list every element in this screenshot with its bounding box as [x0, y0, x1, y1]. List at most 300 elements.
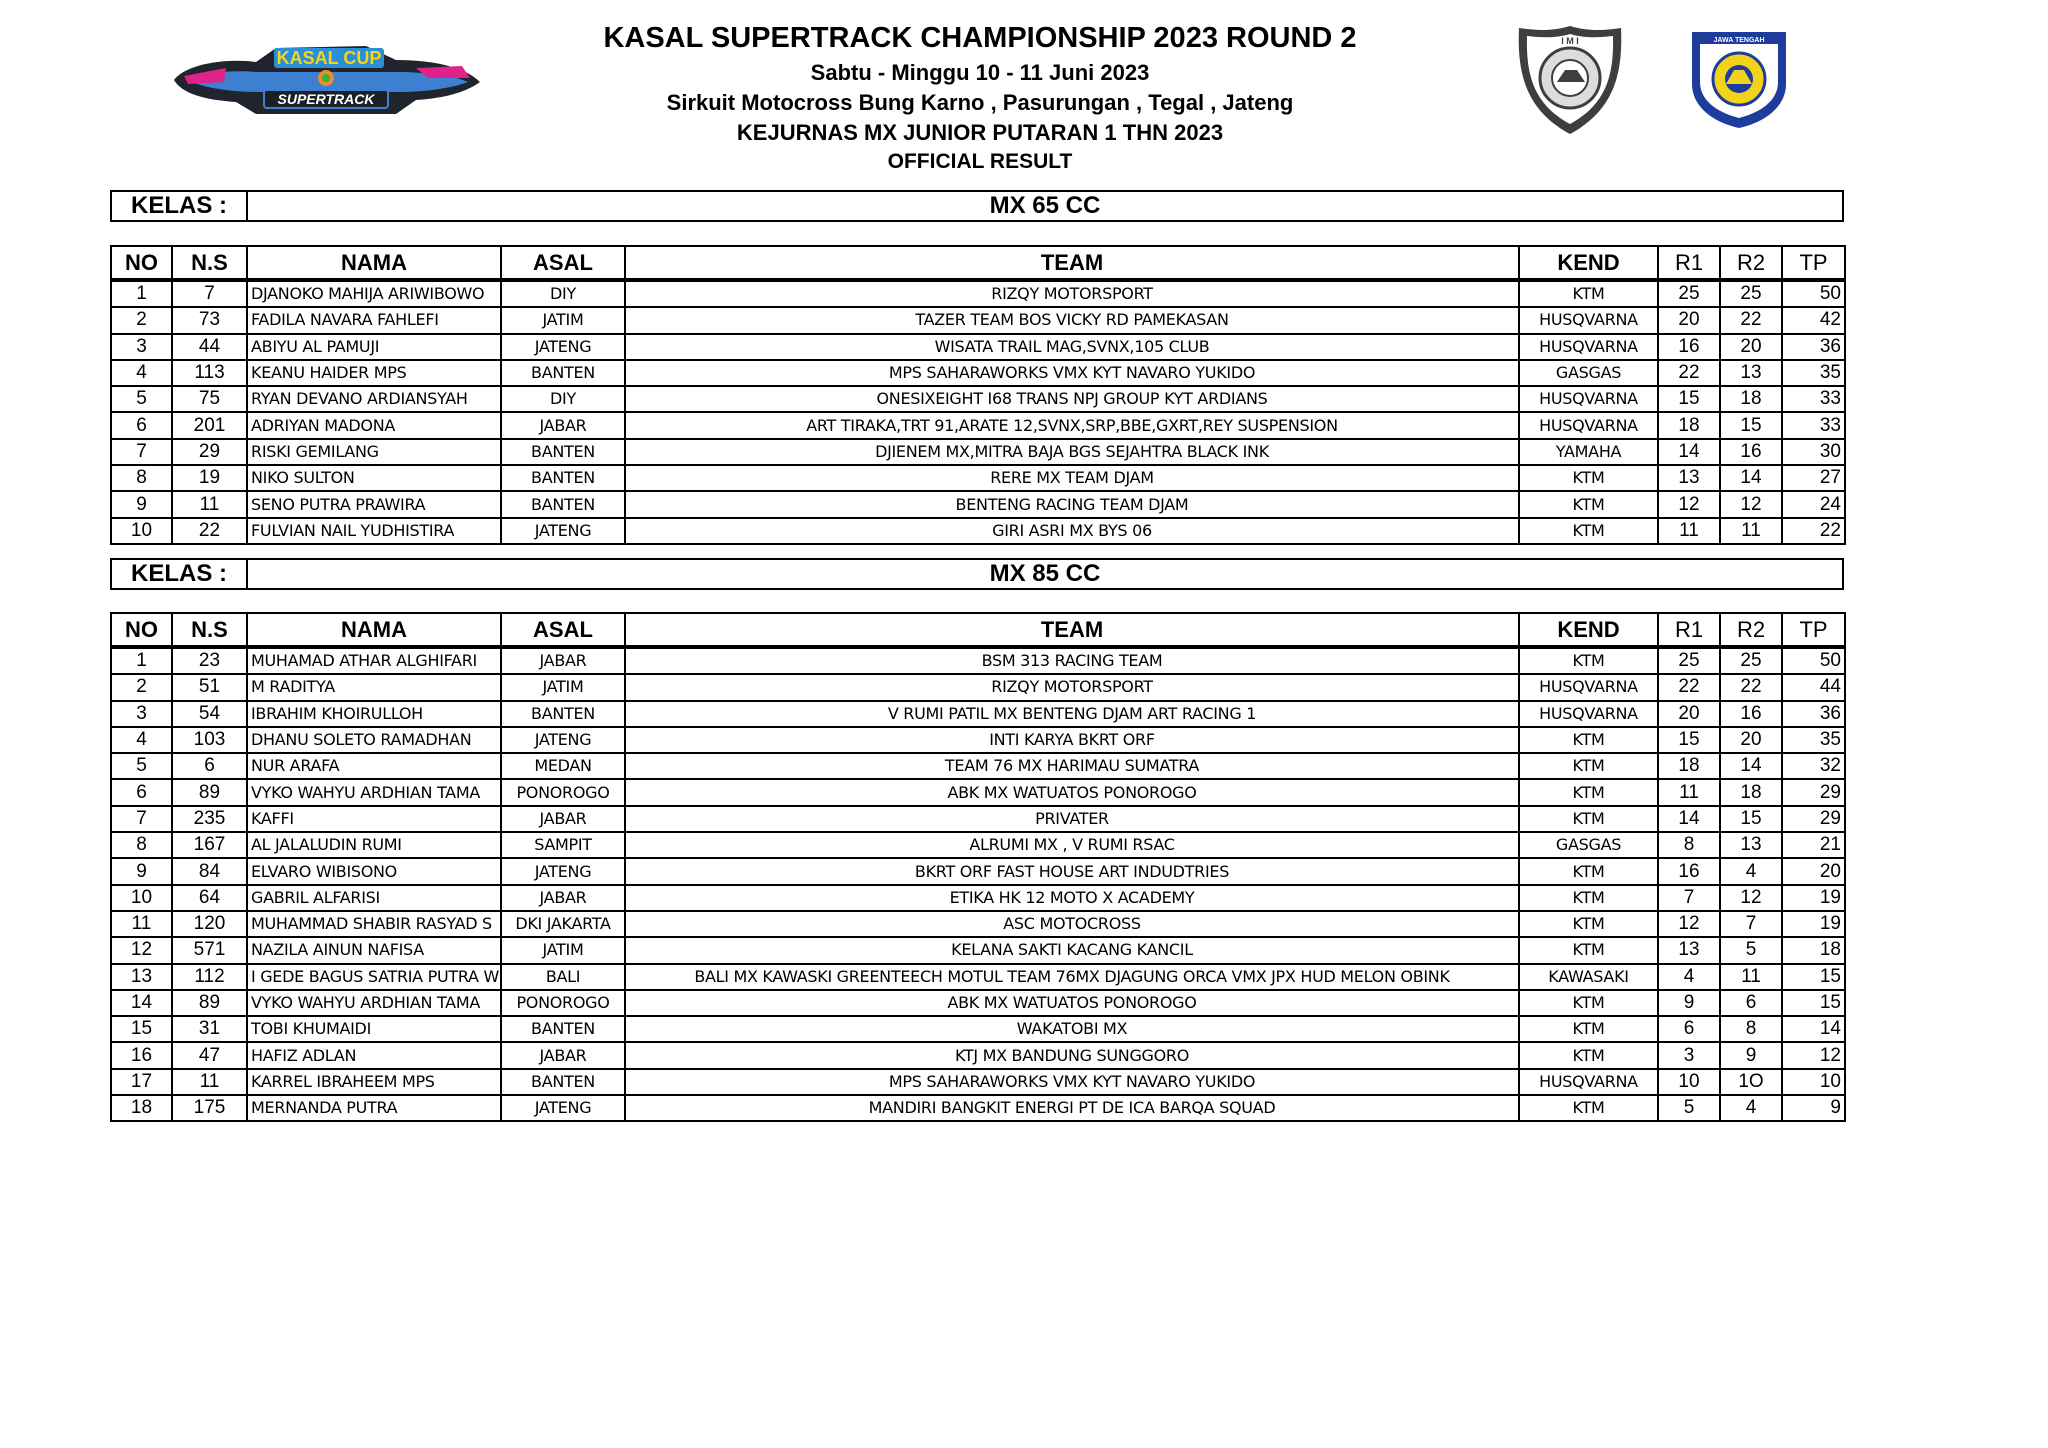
rank-cell: 18: [111, 1095, 172, 1121]
race1-points-cell: 7: [1658, 885, 1720, 911]
race1-points-cell: 12: [1658, 491, 1720, 517]
table-row: [111, 307, 1845, 333]
total-points-cell: 42: [1782, 307, 1845, 333]
rank-cell: 4: [111, 360, 172, 386]
kasal-cup-supertrack-logo: [166, 38, 486, 116]
col-header-r1: R1: [1658, 246, 1720, 280]
team-cell: WAKATOBI MX: [625, 1016, 1519, 1042]
origin-cell: BALI: [501, 964, 625, 990]
total-points-cell: 14: [1782, 1016, 1845, 1042]
rank-cell: 10: [111, 518, 172, 544]
race1-points-cell: 3: [1658, 1042, 1720, 1068]
race1-points-cell: 10: [1658, 1069, 1720, 1095]
total-points-cell: 19: [1782, 911, 1845, 937]
start-number-cell: 113: [172, 360, 247, 386]
table-row: [111, 832, 1845, 858]
class-header-mx85: [110, 558, 1844, 590]
bike-brand-cell: HUSQVARNA: [1519, 674, 1658, 700]
col-header-nama: NAMA: [247, 613, 501, 647]
total-points-cell: 15: [1782, 990, 1845, 1016]
table-row: [111, 647, 1845, 674]
bike-brand-cell: HUSQVARNA: [1519, 386, 1658, 412]
table-row: [111, 885, 1845, 911]
rank-cell: 2: [111, 674, 172, 700]
rider-name-cell: DJANOKO MAHIJA ARIWIBOWO: [247, 280, 501, 307]
table-row: [111, 858, 1845, 884]
origin-cell: BANTEN: [501, 1069, 625, 1095]
origin-cell: PONOROGO: [501, 779, 625, 805]
race2-points-cell: 15: [1720, 412, 1782, 438]
rider-name-cell: RYAN DEVANO ARDIANSYAH: [247, 386, 501, 412]
origin-cell: BANTEN: [501, 360, 625, 386]
total-points-cell: 10: [1782, 1069, 1845, 1095]
start-number-cell: 112: [172, 964, 247, 990]
race1-points-cell: 18: [1658, 412, 1720, 438]
bike-brand-cell: KTM: [1519, 1016, 1658, 1042]
table-row: [111, 806, 1845, 832]
team-cell: ASC MOTOCROSS: [625, 911, 1519, 937]
col-header-ns: N.S: [172, 246, 247, 280]
rider-name-cell: HAFIZ ADLAN: [247, 1042, 501, 1068]
total-points-cell: 12: [1782, 1042, 1845, 1068]
rider-name-cell: ABIYU AL PAMUJI: [247, 334, 501, 360]
origin-cell: DIY: [501, 386, 625, 412]
origin-cell: BANTEN: [501, 1016, 625, 1042]
race2-points-cell: 14: [1720, 753, 1782, 779]
bike-brand-cell: GASGAS: [1519, 832, 1658, 858]
bike-brand-cell: KTM: [1519, 885, 1658, 911]
bike-brand-cell: KTM: [1519, 858, 1658, 884]
team-cell: PRIVATER: [625, 806, 1519, 832]
team-cell: BSM 313 RACING TEAM: [625, 647, 1519, 674]
team-cell: GIRI ASRI MX BYS 06: [625, 518, 1519, 544]
rank-cell: 3: [111, 701, 172, 727]
bike-brand-cell: YAMAHA: [1519, 439, 1658, 465]
origin-cell: SAMPIT: [501, 832, 625, 858]
origin-cell: DIY: [501, 280, 625, 307]
total-points-cell: 33: [1782, 412, 1845, 438]
table-row: [111, 491, 1845, 517]
team-cell: MPS SAHARAWORKS VMX KYT NAVARO YUKIDO: [625, 1069, 1519, 1095]
bike-brand-cell: KTM: [1519, 465, 1658, 491]
svg-text:SUPERTRACK: SUPERTRACK: [277, 91, 375, 107]
race1-points-cell: 13: [1658, 937, 1720, 963]
results-table-mx65: [110, 245, 1846, 545]
origin-cell: JABAR: [501, 647, 625, 674]
bike-brand-cell: HUSQVARNA: [1519, 334, 1658, 360]
svg-text:JAWA TENGAH: JAWA TENGAH: [1713, 37, 1765, 44]
race2-points-cell: 1O: [1720, 1069, 1782, 1095]
bike-brand-cell: KTM: [1519, 779, 1658, 805]
race1-points-cell: 25: [1658, 647, 1720, 674]
table-row: [111, 937, 1845, 963]
total-points-cell: 21: [1782, 832, 1845, 858]
rank-cell: 7: [111, 439, 172, 465]
start-number-cell: 47: [172, 1042, 247, 1068]
table-row: [111, 911, 1845, 937]
rank-cell: 1: [111, 647, 172, 674]
rank-cell: 10: [111, 885, 172, 911]
race1-points-cell: 15: [1658, 727, 1720, 753]
race2-points-cell: 9: [1720, 1042, 1782, 1068]
team-cell: BKRT ORF FAST HOUSE ART INDUDTRIES: [625, 858, 1519, 884]
bike-brand-cell: HUSQVARNA: [1519, 307, 1658, 333]
bike-brand-cell: HUSQVARNA: [1519, 412, 1658, 438]
team-cell: KELANA SAKTI KACANG KANCIL: [625, 937, 1519, 963]
origin-cell: JABAR: [501, 412, 625, 438]
start-number-cell: 175: [172, 1095, 247, 1121]
start-number-cell: 23: [172, 647, 247, 674]
total-points-cell: 35: [1782, 727, 1845, 753]
event-subtitle: KEJURNAS MX JUNIOR PUTARAN 1 THN 2023: [736, 120, 1224, 145]
team-cell: RERE MX TEAM DJAM: [625, 465, 1519, 491]
total-points-cell: 36: [1782, 334, 1845, 360]
race1-points-cell: 25: [1658, 280, 1720, 307]
team-cell: WISATA TRAIL MAG,SVNX,105 CLUB: [625, 334, 1519, 360]
bike-brand-cell: KAWASAKI: [1519, 964, 1658, 990]
start-number-cell: 7: [172, 280, 247, 307]
table-row: [111, 1042, 1845, 1068]
table-row: [111, 701, 1845, 727]
team-cell: ONESIXEIGHT I68 TRANS NPJ GROUP KYT ARDIANS: [625, 386, 1519, 412]
team-cell: BENTENG RACING TEAM DJAM: [625, 491, 1519, 517]
team-cell: TAZER TEAM BOS VICKY RD PAMEKASAN: [625, 307, 1519, 333]
bike-brand-cell: KTM: [1519, 491, 1658, 517]
start-number-cell: 6: [172, 753, 247, 779]
race1-points-cell: 20: [1658, 307, 1720, 333]
race2-points-cell: 4: [1720, 858, 1782, 884]
col-header-kend: KEND: [1519, 246, 1658, 280]
origin-cell: JATIM: [501, 307, 625, 333]
rank-cell: 7: [111, 806, 172, 832]
race2-points-cell: 18: [1720, 779, 1782, 805]
total-points-cell: 18: [1782, 937, 1845, 963]
class-label: KELAS :: [112, 192, 248, 220]
rank-cell: 15: [111, 1016, 172, 1042]
total-points-cell: 24: [1782, 491, 1845, 517]
table-header-row: [111, 246, 1845, 280]
total-points-cell: 32: [1782, 753, 1845, 779]
origin-cell: JATENG: [501, 858, 625, 884]
origin-cell: JATENG: [501, 1095, 625, 1121]
rider-name-cell: NAZILA AINUN NAFISA: [247, 937, 501, 963]
team-cell: DJIENEM MX,MITRA BAJA BGS SEJAHTRA BLACK INK: [625, 439, 1519, 465]
total-points-cell: 20: [1782, 858, 1845, 884]
team-cell: RIZQY MOTORSPORT: [625, 280, 1519, 307]
table-row: [111, 386, 1845, 412]
start-number-cell: 235: [172, 806, 247, 832]
start-number-cell: 22: [172, 518, 247, 544]
origin-cell: BANTEN: [501, 439, 625, 465]
rank-cell: 5: [111, 753, 172, 779]
origin-cell: JABAR: [501, 806, 625, 832]
rank-cell: 6: [111, 412, 172, 438]
race1-points-cell: 16: [1658, 858, 1720, 884]
rider-name-cell: KAFFI: [247, 806, 501, 832]
start-number-cell: 103: [172, 727, 247, 753]
race2-points-cell: 22: [1720, 674, 1782, 700]
start-number-cell: 54: [172, 701, 247, 727]
race1-points-cell: 16: [1658, 334, 1720, 360]
rider-name-cell: KARREL IBRAHEEM MPS: [247, 1069, 501, 1095]
start-number-cell: 31: [172, 1016, 247, 1042]
team-cell: KTJ MX BANDUNG SUNGGORO: [625, 1042, 1519, 1068]
start-number-cell: 51: [172, 674, 247, 700]
origin-cell: JATIM: [501, 937, 625, 963]
race1-points-cell: 11: [1658, 518, 1720, 544]
start-number-cell: 75: [172, 386, 247, 412]
team-cell: MPS SAHARAWORKS VMX KYT NAVARO YUKIDO: [625, 360, 1519, 386]
team-cell: ABK MX WATUATOS PONOROGO: [625, 990, 1519, 1016]
results-table-mx85: [110, 612, 1846, 1122]
total-points-cell: 30: [1782, 439, 1845, 465]
start-number-cell: 84: [172, 858, 247, 884]
team-cell: V RUMI PATIL MX BENTENG DJAM ART RACING 1: [625, 701, 1519, 727]
col-header-r1: R1: [1658, 613, 1720, 647]
col-header-team: TEAM: [625, 246, 1519, 280]
total-points-cell: 44: [1782, 674, 1845, 700]
race2-points-cell: 12: [1720, 885, 1782, 911]
start-number-cell: 11: [172, 491, 247, 517]
table-row: [111, 334, 1845, 360]
table-row: [111, 412, 1845, 438]
team-cell: RIZQY MOTORSPORT: [625, 674, 1519, 700]
table-row: [111, 674, 1845, 700]
col-header-r2: R2: [1720, 613, 1782, 647]
bike-brand-cell: KTM: [1519, 647, 1658, 674]
start-number-cell: 11: [172, 1069, 247, 1095]
origin-cell: JATENG: [501, 518, 625, 544]
total-points-cell: 27: [1782, 465, 1845, 491]
race2-points-cell: 13: [1720, 360, 1782, 386]
origin-cell: JABAR: [501, 885, 625, 911]
table-row: [111, 1069, 1845, 1095]
total-points-cell: 36: [1782, 701, 1845, 727]
col-header-tp: TP: [1782, 246, 1845, 280]
race1-points-cell: 14: [1658, 806, 1720, 832]
start-number-cell: 571: [172, 937, 247, 963]
rank-cell: 4: [111, 727, 172, 753]
origin-cell: JATIM: [501, 674, 625, 700]
event-venue: Sirkuit Motocross Bung Karno , Pasurungan , Tegal , Jateng: [666, 90, 1294, 115]
document-type: OFFICIAL RESULT: [887, 150, 1073, 173]
rider-name-cell: IBRAHIM KHOIRULLOH: [247, 701, 501, 727]
rider-name-cell: MUHAMAD ATHAR ALGHIFARI: [247, 647, 501, 674]
race2-points-cell: 8: [1720, 1016, 1782, 1042]
rank-cell: 6: [111, 779, 172, 805]
total-points-cell: 9: [1782, 1095, 1845, 1121]
rider-name-cell: FADILA NAVARA FAHLEFI: [247, 307, 501, 333]
total-points-cell: 19: [1782, 885, 1845, 911]
race1-points-cell: 12: [1658, 911, 1720, 937]
imi-jawa-tengah-logo: [1686, 24, 1792, 130]
class-name: MX 65 CC: [989, 192, 1101, 219]
rank-cell: 8: [111, 832, 172, 858]
rank-cell: 13: [111, 964, 172, 990]
rank-cell: 9: [111, 858, 172, 884]
rank-cell: 1: [111, 280, 172, 307]
total-points-cell: 15: [1782, 964, 1845, 990]
svg-text:I M I: I M I: [1561, 36, 1579, 46]
rank-cell: 11: [111, 911, 172, 937]
imi-logo: [1515, 22, 1625, 137]
bike-brand-cell: KTM: [1519, 990, 1658, 1016]
race1-points-cell: 9: [1658, 990, 1720, 1016]
race1-points-cell: 11: [1658, 779, 1720, 805]
race2-points-cell: 4: [1720, 1095, 1782, 1121]
start-number-cell: 19: [172, 465, 247, 491]
table-row: [111, 360, 1845, 386]
table-row: [111, 280, 1845, 307]
rank-cell: 17: [111, 1069, 172, 1095]
rider-name-cell: SENO PUTRA PRAWIRA: [247, 491, 501, 517]
table-row: [111, 439, 1845, 465]
race2-points-cell: 11: [1720, 964, 1782, 990]
bike-brand-cell: KTM: [1519, 1042, 1658, 1068]
race1-points-cell: 22: [1658, 360, 1720, 386]
rank-cell: 16: [111, 1042, 172, 1068]
bike-brand-cell: KTM: [1519, 753, 1658, 779]
rider-name-cell: NIKO SULTON: [247, 465, 501, 491]
race1-points-cell: 6: [1658, 1016, 1720, 1042]
race1-points-cell: 22: [1658, 674, 1720, 700]
total-points-cell: 29: [1782, 779, 1845, 805]
table-row: [111, 518, 1845, 544]
race1-points-cell: 4: [1658, 964, 1720, 990]
bike-brand-cell: KTM: [1519, 1095, 1658, 1121]
start-number-cell: 89: [172, 779, 247, 805]
rider-name-cell: RISKI GEMILANG: [247, 439, 501, 465]
col-header-nama: NAMA: [247, 246, 501, 280]
rank-cell: 8: [111, 465, 172, 491]
table-row: [111, 727, 1845, 753]
team-cell: ETIKA HK 12 MOTO X ACADEMY: [625, 885, 1519, 911]
bike-brand-cell: GASGAS: [1519, 360, 1658, 386]
rider-name-cell: TOBI KHUMAIDI: [247, 1016, 501, 1042]
team-cell: ART TIRAKA,TRT 91,ARATE 12,SVNX,SRP,BBE,GXRT,REY SUSPENSION: [625, 412, 1519, 438]
rider-name-cell: KEANU HAIDER MPS: [247, 360, 501, 386]
race1-points-cell: 15: [1658, 386, 1720, 412]
total-points-cell: 35: [1782, 360, 1845, 386]
race2-points-cell: 22: [1720, 307, 1782, 333]
table-row: [111, 779, 1845, 805]
col-header-r2: R2: [1720, 246, 1782, 280]
event-dates: Sabtu - Minggu 10 - 11 Juni 2023: [810, 60, 1150, 85]
bike-brand-cell: KTM: [1519, 518, 1658, 544]
rank-cell: 5: [111, 386, 172, 412]
col-header-asal: ASAL: [501, 613, 625, 647]
col-header-team: TEAM: [625, 613, 1519, 647]
total-points-cell: 33: [1782, 386, 1845, 412]
race2-points-cell: 5: [1720, 937, 1782, 963]
table-header-row: [111, 613, 1845, 647]
race2-points-cell: 20: [1720, 727, 1782, 753]
table-row: [111, 1016, 1845, 1042]
race2-points-cell: 20: [1720, 334, 1782, 360]
svg-text:KASAL CUP: KASAL CUP: [276, 48, 382, 68]
col-header-tp: TP: [1782, 613, 1845, 647]
rider-name-cell: MERNANDA PUTRA: [247, 1095, 501, 1121]
rider-name-cell: GABRIL ALFARISI: [247, 885, 501, 911]
table-row: [111, 990, 1845, 1016]
start-number-cell: 29: [172, 439, 247, 465]
race2-points-cell: 12: [1720, 491, 1782, 517]
col-header-no: NO: [111, 613, 172, 647]
rank-cell: 2: [111, 307, 172, 333]
total-points-cell: 50: [1782, 280, 1845, 307]
bike-brand-cell: KTM: [1519, 280, 1658, 307]
col-header-no: NO: [111, 246, 172, 280]
class-header-mx65: [110, 190, 1844, 222]
total-points-cell: 22: [1782, 518, 1845, 544]
origin-cell: BANTEN: [501, 465, 625, 491]
rider-name-cell: DHANU SOLETO RAMADHAN: [247, 727, 501, 753]
total-points-cell: 50: [1782, 647, 1845, 674]
origin-cell: BANTEN: [501, 701, 625, 727]
rider-name-cell: MUHAMMAD SHABIR RASYAD S: [247, 911, 501, 937]
race1-points-cell: 18: [1658, 753, 1720, 779]
team-cell: BALI MX KAWASKI GREENTEECH MOTUL TEAM 76MX DJAGUNG ORCA VMX JPX HUD MELON OBINK: [625, 964, 1519, 990]
race1-points-cell: 14: [1658, 439, 1720, 465]
race2-points-cell: 25: [1720, 280, 1782, 307]
origin-cell: PONOROGO: [501, 990, 625, 1016]
rider-name-cell: M RADITYA: [247, 674, 501, 700]
team-cell: TEAM 76 MX HARIMAU SUMATRA: [625, 753, 1519, 779]
total-points-cell: 29: [1782, 806, 1845, 832]
document-title: KASAL SUPERTRACK CHAMPIONSHIP 2023 ROUND 2: [603, 22, 1357, 54]
start-number-cell: 89: [172, 990, 247, 1016]
team-cell: ALRUMI MX , V RUMI RSAC: [625, 832, 1519, 858]
bike-brand-cell: KTM: [1519, 911, 1658, 937]
race2-points-cell: 16: [1720, 701, 1782, 727]
race2-points-cell: 25: [1720, 647, 1782, 674]
start-number-cell: 201: [172, 412, 247, 438]
origin-cell: BANTEN: [501, 491, 625, 517]
start-number-cell: 167: [172, 832, 247, 858]
origin-cell: JABAR: [501, 1042, 625, 1068]
bike-brand-cell: KTM: [1519, 806, 1658, 832]
origin-cell: MEDAN: [501, 753, 625, 779]
team-cell: ABK MX WATUATOS PONOROGO: [625, 779, 1519, 805]
race2-points-cell: 7: [1720, 911, 1782, 937]
class-label: KELAS :: [112, 560, 248, 588]
origin-cell: DKI JAKARTA: [501, 911, 625, 937]
race1-points-cell: 20: [1658, 701, 1720, 727]
origin-cell: JATENG: [501, 727, 625, 753]
bike-brand-cell: KTM: [1519, 727, 1658, 753]
race1-points-cell: 13: [1658, 465, 1720, 491]
race2-points-cell: 18: [1720, 386, 1782, 412]
col-header-kend: KEND: [1519, 613, 1658, 647]
bike-brand-cell: HUSQVARNA: [1519, 701, 1658, 727]
table-row: [111, 1095, 1845, 1121]
race1-points-cell: 8: [1658, 832, 1720, 858]
race1-points-cell: 5: [1658, 1095, 1720, 1121]
rider-name-cell: ELVARO WIBISONO: [247, 858, 501, 884]
team-cell: INTI KARYA BKRT ORF: [625, 727, 1519, 753]
rider-name-cell: VYKO WAHYU ARDHIAN TAMA: [247, 990, 501, 1016]
race2-points-cell: 16: [1720, 439, 1782, 465]
race2-points-cell: 11: [1720, 518, 1782, 544]
rank-cell: 14: [111, 990, 172, 1016]
start-number-cell: 64: [172, 885, 247, 911]
race2-points-cell: 6: [1720, 990, 1782, 1016]
start-number-cell: 44: [172, 334, 247, 360]
rank-cell: 12: [111, 937, 172, 963]
col-header-asal: ASAL: [501, 246, 625, 280]
race2-points-cell: 15: [1720, 806, 1782, 832]
rider-name-cell: FULVIAN NAIL YUDHISTIRA: [247, 518, 501, 544]
